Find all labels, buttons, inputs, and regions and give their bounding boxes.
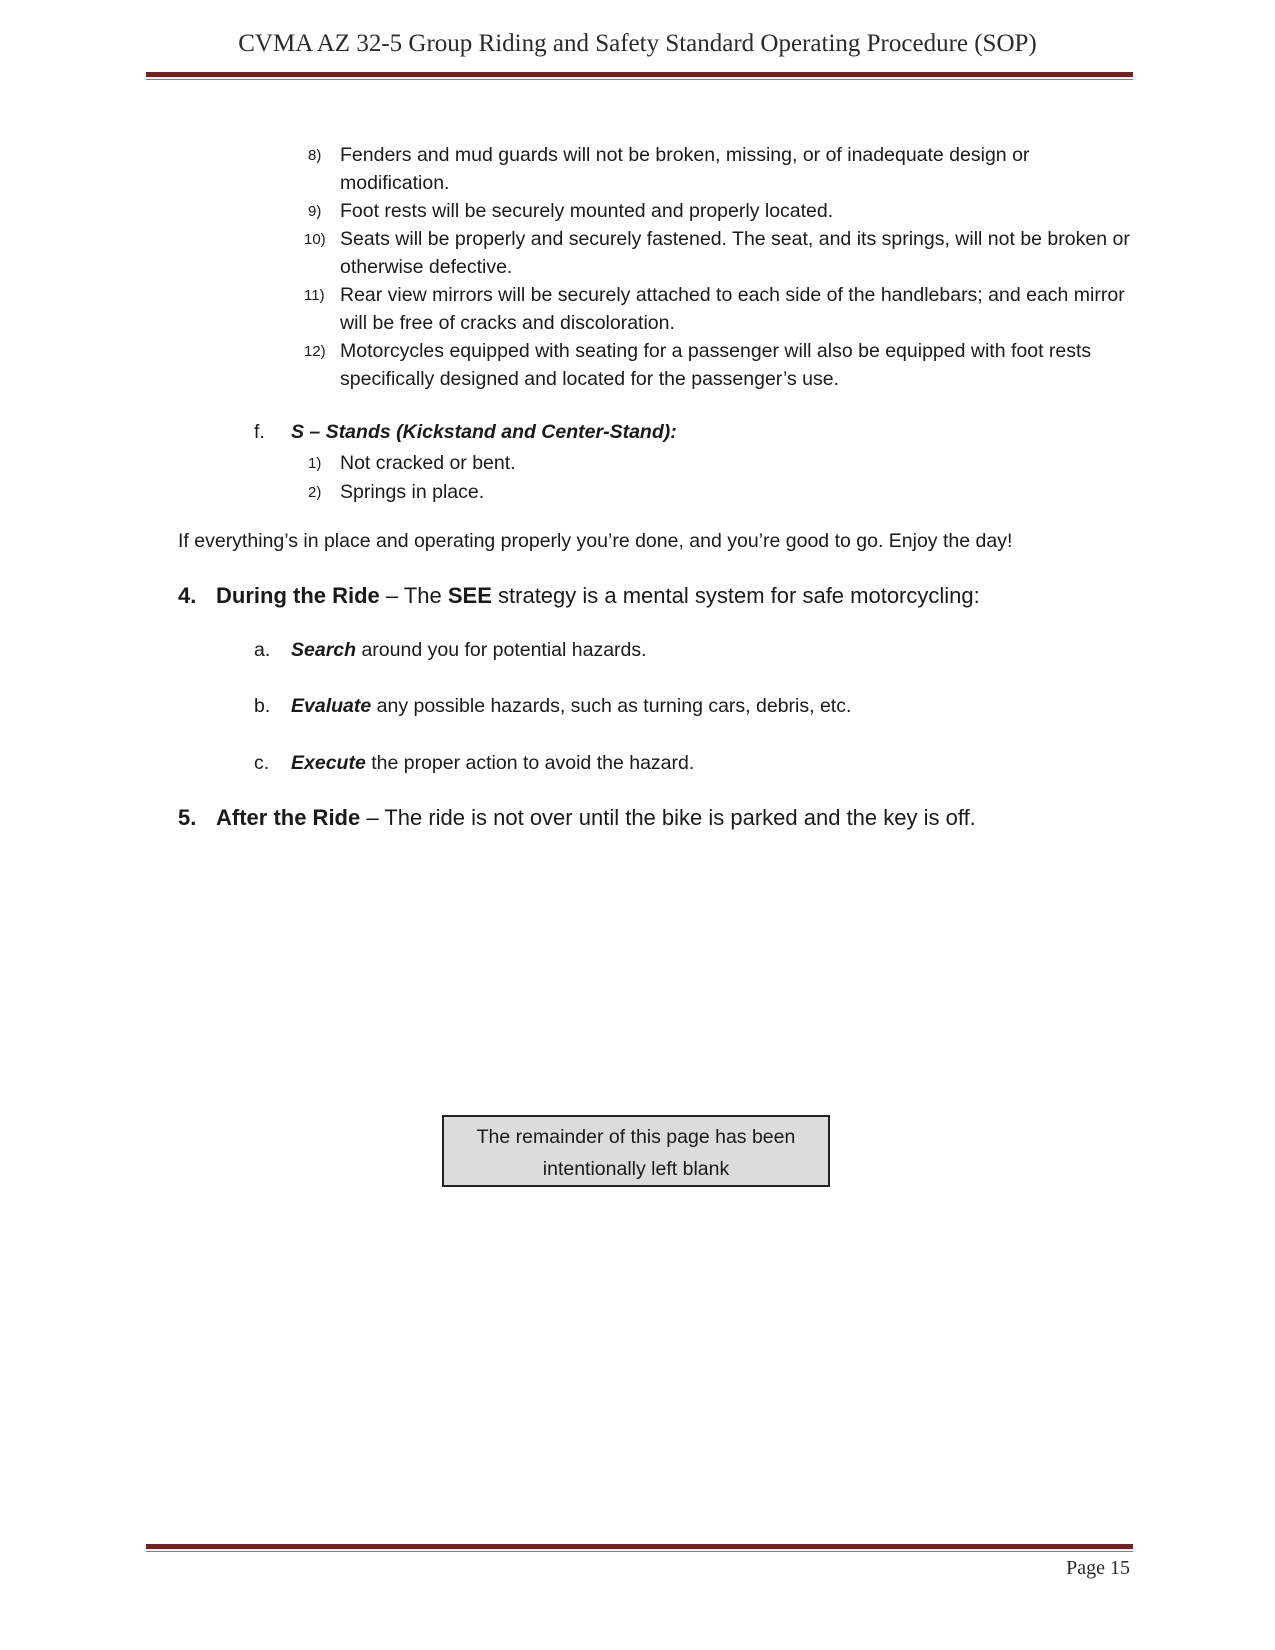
- see-item-search: [291, 639, 647, 662]
- see-keyword: Evaluate: [291, 695, 372, 717]
- section-dash: – The: [379, 583, 448, 608]
- list-item: [308, 197, 1130, 225]
- list-item: [308, 478, 1130, 506]
- item-number: 8): [308, 147, 322, 164]
- stands-heading: S – Stands (Kickstand and Center-Stand):: [291, 421, 677, 443]
- item-text: Foot rests will be securely mounted and properly located.: [340, 200, 834, 222]
- section-number: 4.: [178, 583, 197, 608]
- stands-marker: f.: [254, 421, 265, 443]
- see-item-marker: b.: [254, 695, 271, 717]
- page-header-title: CVMA AZ 32-5 Group Riding and Safety Standard Operating Procedure (SOP): [238, 30, 1037, 57]
- section-after-ride: [178, 805, 976, 831]
- blank-page-notice: [442, 1115, 830, 1187]
- section-title: During the Ride: [216, 583, 380, 608]
- item-text: Fenders and mud guards will not be broken, missing, or of inadequate design or modification.: [340, 144, 1030, 194]
- see-item-marker: a.: [254, 639, 271, 661]
- see-item-text: any possible hazards, such as turning cars, debris, etc.: [371, 695, 852, 717]
- see-keyword: Execute: [291, 752, 366, 774]
- see-item-execute: [291, 752, 694, 775]
- section-number: 5.: [178, 805, 197, 830]
- see-acronym: SEE: [447, 583, 492, 608]
- see-item-evaluate: [291, 695, 851, 718]
- notice-line-1: The remainder of this page has been: [476, 1126, 796, 1148]
- item-number: 9): [308, 203, 322, 220]
- page-number: Page 15: [1066, 1557, 1130, 1579]
- list-item: [304, 281, 1130, 337]
- section-title: After the Ride: [216, 805, 361, 830]
- item-number: 10): [304, 231, 326, 248]
- closing-paragraph: If everything’s in place and operating properly you’re done, and you’re good to go. Enjoy the day!: [178, 530, 1013, 552]
- list-item: [304, 225, 1130, 281]
- list-item: [304, 337, 1130, 393]
- see-item-marker: c.: [254, 752, 270, 774]
- section-during-ride: [178, 583, 980, 609]
- section-text: – The ride is not over until the bike is parked and the key is off.: [360, 805, 976, 830]
- see-keyword: Search: [291, 639, 357, 661]
- see-item-text: around you for potential hazards.: [356, 639, 647, 661]
- list-item: [308, 449, 1130, 477]
- item-number: 12): [304, 343, 326, 360]
- section-text: strategy is a mental system for safe motorcycling:: [491, 583, 980, 608]
- item-number: 1): [308, 455, 322, 472]
- item-text: Rear view mirrors will be securely attached to each side of the handlebars; and each mirror will be free of cracks and discoloration.: [340, 284, 1125, 334]
- see-item-text: the proper action to avoid the hazard.: [365, 752, 695, 774]
- item-number: 2): [308, 484, 322, 501]
- item-text: Springs in place.: [340, 481, 485, 503]
- footer-rule: [146, 1544, 1133, 1552]
- item-text: Motorcycles equipped with seating for a passenger will also be equipped with foot rests specifically designed and located for the passenger’s use.: [340, 340, 1092, 390]
- item-number: 11): [304, 287, 325, 304]
- item-text: Seats will be properly and securely fastened. The seat, and its springs, will not be broken or otherwise defective.: [340, 228, 1130, 278]
- item-text: Not cracked or bent.: [340, 452, 516, 474]
- header-rule: [146, 72, 1133, 80]
- notice-line-2: intentionally left blank: [542, 1158, 730, 1180]
- list-item: [308, 141, 1130, 197]
